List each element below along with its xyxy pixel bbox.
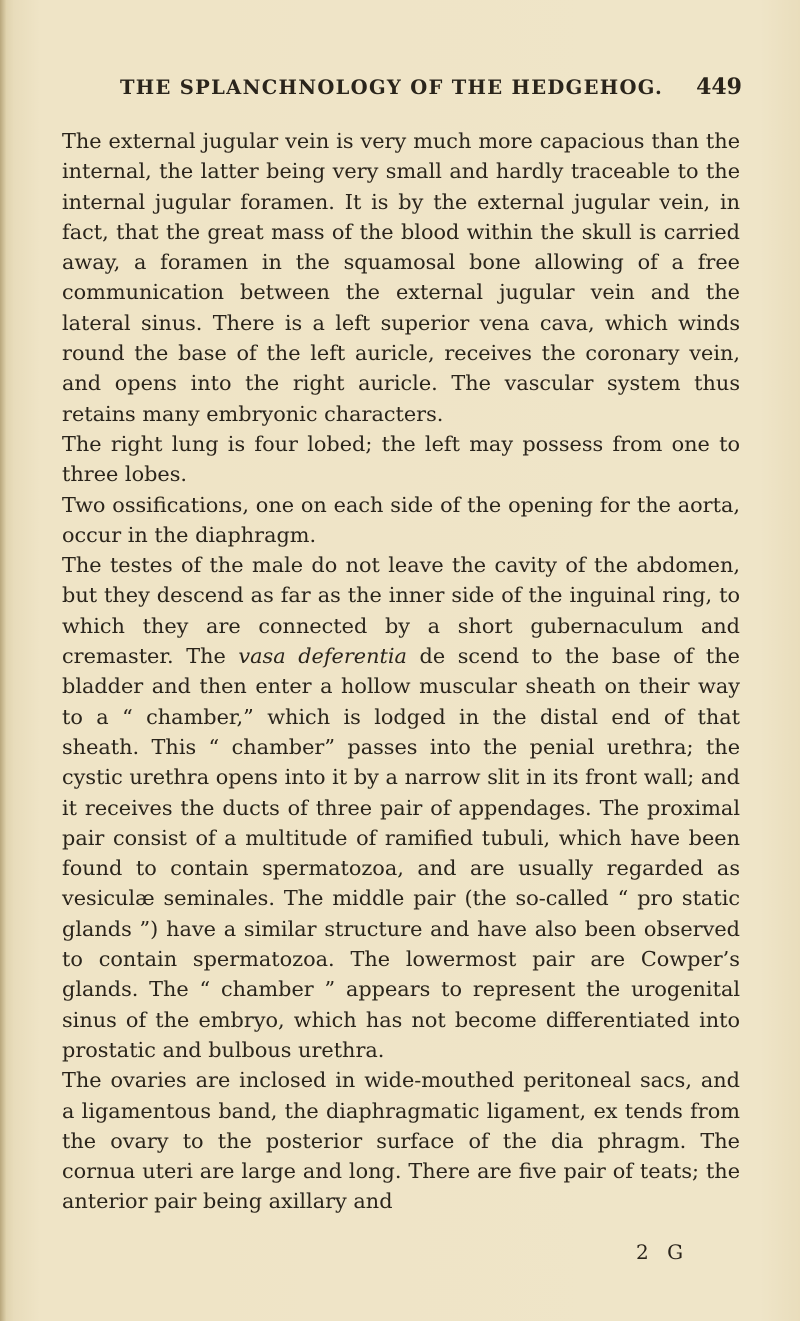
text-line: The right lung is four lobed; the left may possess from [62, 431, 663, 456]
text-line: inguinal ring, to which they are connected by a short [62, 583, 740, 638]
text-line: The testes of the male do not leave the cavity of the [62, 553, 629, 578]
text-line: The ovaries are inclosed in wide-mouthed peritoneal sacs, [62, 1068, 692, 1093]
paragraph-diaphragm [62, 490, 740, 551]
text-line: lodged in the distal end of that sheath. This “ chamber” [62, 704, 740, 759]
paragraph-jugular-vein [62, 126, 740, 429]
italic-term: vasa deferentia [238, 644, 407, 669]
paragraph-male-organs [62, 550, 740, 1065]
text-line: left superior vena cava, which winds round the base of the [62, 310, 740, 366]
body-text [62, 126, 740, 1217]
text-line: observed to contain spermatozoa. The lowermost pair are [62, 916, 740, 972]
text-line: external jugular vein, in fact, that the great mass of the [62, 189, 740, 244]
text-line: tends from the ovary to the posterior surface of the dia [62, 1098, 740, 1153]
text-line: Two ossifications, one on each side of the opening for the [62, 492, 671, 517]
text-line: muscular sheath on their way to a “ chamber,” which is [62, 674, 740, 729]
text-line: left auricle, receives the coronary vein, and opens into the [62, 341, 740, 396]
text-line: urogenital sinus of the embryo, which has not become [62, 977, 740, 1032]
text-line: abdomen, but they descend as far as the inner side of the [62, 553, 740, 608]
text-line: one to three lobes. [62, 431, 740, 487]
text-line: scend to the base of the bladder and then enter a hollow [62, 644, 740, 699]
text-line: than the internal, the latter being very small and hardly [62, 129, 740, 184]
paragraph-lungs [62, 429, 740, 490]
text-line: squamosal bone allowing of a free communication between [62, 250, 740, 305]
text-line: traceable to the internal jugular foramen. It is by the [62, 159, 741, 214]
text-line: blood within the skull is carried away, a foramen in the [62, 219, 740, 275]
text-line: found to contain spermatozoa, and are usually regarded as [62, 856, 740, 881]
text-line: gubernaculum and cremaster. The [62, 613, 740, 669]
text-line: passes into the penial urethra; the cystic urethra opens [62, 734, 740, 790]
text-line: vesiculæ seminales. The middle pair (the so-called “ pro [62, 886, 673, 911]
text-line: the external jugular vein and the lateral sinus. There is a [62, 280, 740, 335]
text-line: aorta, occur in the diaphragm. [62, 492, 740, 547]
running-head: THE SPLANCHNOLOGY OF THE HEDGEHOG. [120, 76, 664, 99]
text-line: Cowper’s glands. The “ chamber ” appears to represent the [62, 947, 740, 1002]
text-line: into it by a narrow slit in its front wall; and it receives the [62, 765, 740, 820]
text-line: are five pair of teats; the anterior pair being axillary and [62, 1159, 741, 1214]
text-line: de [419, 644, 446, 669]
text-line: right auricle. The vascular system thus retains many [62, 371, 740, 426]
text-line: The external jugular vein is very much more capacious [62, 129, 645, 153]
text-line: ducts of three pair of appendages. The proximal pair [62, 795, 740, 850]
text-line: consist of a multitude of ramified tubuli, which have been [112, 825, 740, 850]
text-line: embryonic characters. [206, 401, 444, 426]
text-line: differentiated into prostatic and bulbous urethra. [62, 1007, 740, 1062]
page-header [0, 76, 800, 106]
text-line: phragm. The cornua uteri are large and long. There [62, 1128, 740, 1184]
binding-edge [0, 0, 6, 1321]
text-line: static glands ”) have a similar structure and have also been [62, 886, 740, 941]
text-line: and a ligamentous band, the diaphragmatic ligament, ex [62, 1068, 740, 1123]
paragraph-female-organs [62, 1065, 740, 1216]
signature-mark: 2 G [636, 1240, 690, 1264]
page-number: 449 [696, 74, 742, 100]
